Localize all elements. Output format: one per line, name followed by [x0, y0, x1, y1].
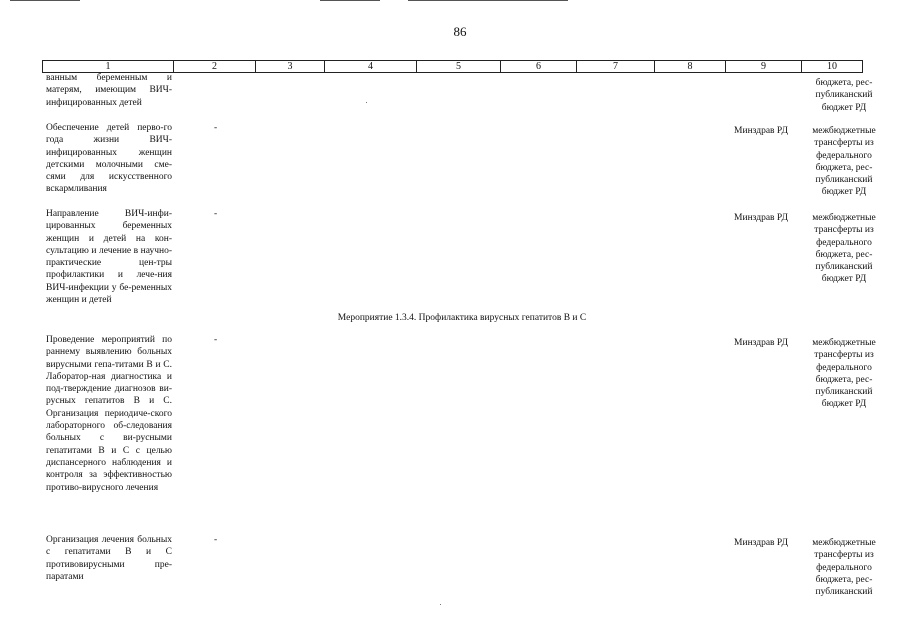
header-col-4: 4: [325, 61, 417, 72]
header-col-5: 5: [417, 61, 501, 72]
section-heading: Мероприятие 1.3.4. Профилактика вирусных гепатитов В и С: [337, 313, 587, 323]
row-4-responsible: Минздрав РД: [734, 538, 788, 548]
row-2-responsible: Минздрав РД: [734, 213, 788, 223]
top-rule-right: [408, 0, 568, 1]
row-1-responsible: Минздрав РД: [734, 126, 788, 136]
row-2-measure: Направление ВИЧ-инфи-цированных беременных женщин и детей на кон-сультацию и лечение в научно-практические цен-тры профилактики и лече-ния ВИЧ-инфекции у бе-ременных женщин и детей: [46, 209, 172, 306]
scan-speck: [440, 604, 441, 605]
row-4-measure: Организация лечения больных с гепатитами В и С противовирусными пре-паратами: [46, 535, 172, 582]
header-col-10: 10: [802, 61, 863, 72]
row-1-funding-source: межбюджетные трансферты из федерального бюджета, рес-публиканский бюджет РД: [812, 126, 876, 198]
header-col-7: 7: [577, 61, 655, 72]
header-col-8: 8: [655, 61, 726, 72]
header-col-9: 9: [726, 61, 802, 72]
page-number: 86: [453, 24, 467, 39]
header-col-3: 3: [256, 61, 325, 72]
row-1-col2: -: [214, 123, 218, 133]
scan-speck: [366, 102, 367, 103]
row-4-funding-source: межбюджетные трансферты из федерального бюджета, рес-публиканский: [812, 538, 876, 598]
row-0-funding-source: бюджета, рес-публиканский бюджет РД: [815, 78, 873, 113]
row-3-funding-source: межбюджетные трансферты из федерального бюджета, рес-публиканский бюджет РД: [812, 338, 876, 410]
header-col-1: 1: [43, 61, 174, 72]
row-1-measure: Обеспечение детей перво-го года жизни ВИЧ-инфицированных женщин детскими молочными сме-сями для искусственного вскармливания: [46, 123, 172, 195]
row-3-measure: Проведение мероприятий по раннему выявлению больных вирусными гепа-титами В и С. Лаборатор-ная диагностика и под-тверждение диагнозов ви-русных гепатитов В и С. Организация периодиче-ского лабораторного об-следования больных с ви-русными гепатитами В и С с целью диспансерного наблюдения и контроля за эффективностью противо-вирусного лечения: [46, 335, 172, 493]
row-4-col2: -: [214, 535, 218, 545]
row-2-col2: -: [214, 209, 218, 219]
top-rule-left: [10, 0, 80, 1]
row-2-funding-source: межбюджетные трансферты из федерального бюджета, рес-публиканский бюджет РД: [812, 213, 876, 285]
row-3-col2: -: [214, 335, 218, 345]
row-3-responsible: Минздрав РД: [734, 338, 788, 348]
row-0-measure: ванным беременным и матерям, имеющим ВИЧ-инфицированных детей: [46, 73, 172, 108]
top-rule-middle: [320, 0, 380, 1]
header-col-6: 6: [501, 61, 577, 72]
header-col-2: 2: [174, 61, 256, 72]
